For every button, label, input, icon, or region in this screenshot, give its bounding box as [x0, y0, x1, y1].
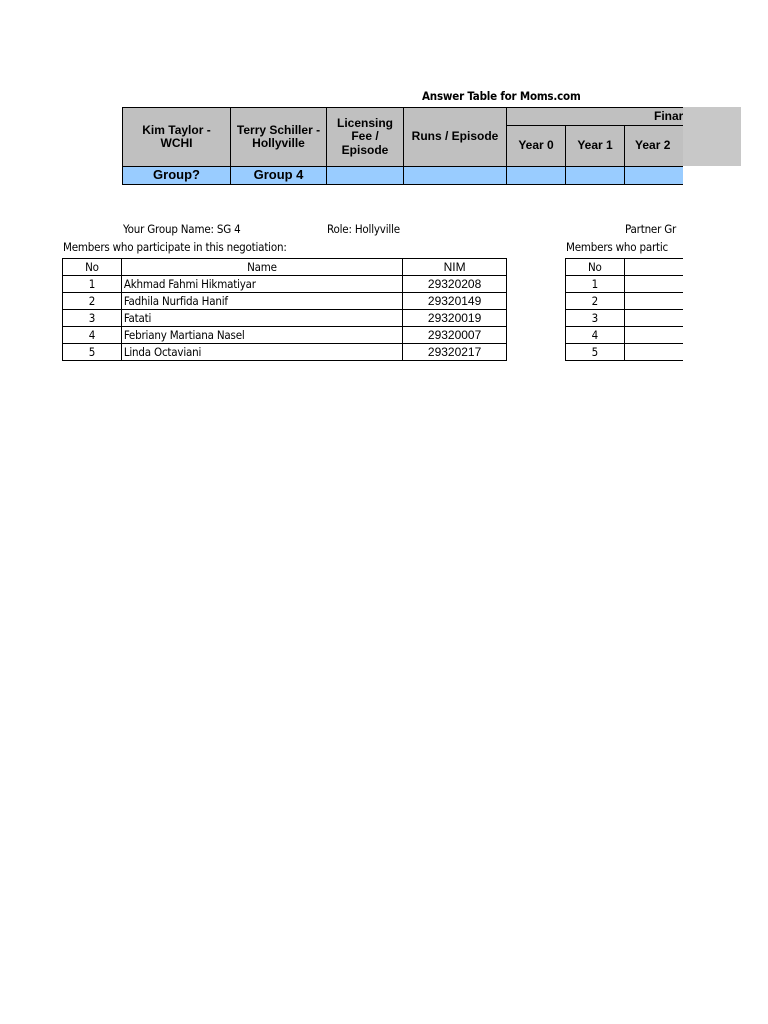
- member-name[interactable]: Fatati: [121, 310, 402, 327]
- member-name[interactable]: Febriany Martiana Nasel: [121, 327, 402, 344]
- member-name[interactable]: Linda Octaviani: [121, 344, 402, 361]
- member-nim[interactable]: 29320149: [403, 293, 507, 310]
- header-terry-schiller: Terry Schiller - Hollyville: [230, 107, 327, 167]
- partner-table-header: [566, 259, 684, 276]
- header-runs-episode: Runs / Episode: [403, 107, 507, 167]
- member-name[interactable]: Akhmad Fahmi Hikmatiyar: [121, 276, 402, 293]
- member-nim[interactable]: 29320217: [403, 344, 507, 361]
- members-header-no: No: [63, 259, 122, 276]
- header-year-2: Year 2: [624, 125, 683, 167]
- partner-group-label: Partner Gr: [625, 222, 677, 236]
- role-label: Role: Hollyville: [327, 222, 400, 236]
- member-no: 4: [63, 327, 122, 344]
- partner-name[interactable]: [624, 276, 683, 293]
- gray-edge-block: [683, 107, 741, 166]
- members-header-name: Name: [121, 259, 402, 276]
- member-no: 1: [63, 276, 122, 293]
- table-row: [566, 310, 684, 327]
- table-row: [566, 344, 684, 361]
- members-table: [62, 258, 507, 361]
- member-name[interactable]: Fadhila Nurfida Hanif: [121, 293, 402, 310]
- member-no: 5: [63, 344, 122, 361]
- header-kim-taylor: Kim Taylor - WCHI: [122, 107, 231, 167]
- value-year-0[interactable]: [506, 166, 566, 185]
- value-runs-episode[interactable]: [403, 166, 507, 185]
- members-header-nim: NIM: [403, 259, 507, 276]
- table-row: [63, 344, 507, 361]
- table-row: [566, 293, 684, 310]
- table-row: [566, 327, 684, 344]
- value-year-1[interactable]: [565, 166, 625, 185]
- partner-name[interactable]: [624, 327, 683, 344]
- partner-members-table: [565, 258, 683, 361]
- value-year-2[interactable]: [624, 166, 683, 185]
- partner-no: 3: [566, 310, 625, 327]
- partner-no: 4: [566, 327, 625, 344]
- member-nim[interactable]: 29320208: [403, 276, 507, 293]
- header-licensing-fee: Licensing Fee / Episode: [326, 107, 404, 167]
- table-row: [63, 276, 507, 293]
- partner-name[interactable]: [624, 344, 683, 361]
- partner-header-no: No: [566, 259, 625, 276]
- value-terry-group[interactable]: Group 4: [230, 166, 327, 185]
- partner-no: 2: [566, 293, 625, 310]
- partner-header-name: [624, 259, 683, 276]
- value-licensing-fee[interactable]: [326, 166, 404, 185]
- header-year-0: Year 0: [506, 125, 566, 167]
- page-title: Answer Table for Moms.com: [422, 89, 581, 103]
- partner-no: 5: [566, 344, 625, 361]
- header-financial: [506, 107, 683, 126]
- table-row: [63, 327, 507, 344]
- member-nim[interactable]: 29320007: [403, 327, 507, 344]
- your-group-name: Your Group Name: SG 4: [123, 222, 241, 236]
- members-caption: Members who participate in this negotiation:: [63, 240, 287, 254]
- partner-name[interactable]: [624, 293, 683, 310]
- table-row: [566, 276, 684, 293]
- value-kim-group[interactable]: Group?: [122, 166, 231, 185]
- member-nim[interactable]: 29320019: [403, 310, 507, 327]
- member-no: 3: [63, 310, 122, 327]
- members-table-header: [63, 259, 507, 276]
- member-no: 2: [63, 293, 122, 310]
- table-row: [63, 310, 507, 327]
- partner-members-caption: Members who partic: [566, 240, 669, 254]
- partner-no: 1: [566, 276, 625, 293]
- header-financial-label: Finar: [654, 108, 683, 123]
- table-row: [63, 293, 507, 310]
- header-year-1: Year 1: [565, 125, 625, 167]
- partner-name[interactable]: [624, 310, 683, 327]
